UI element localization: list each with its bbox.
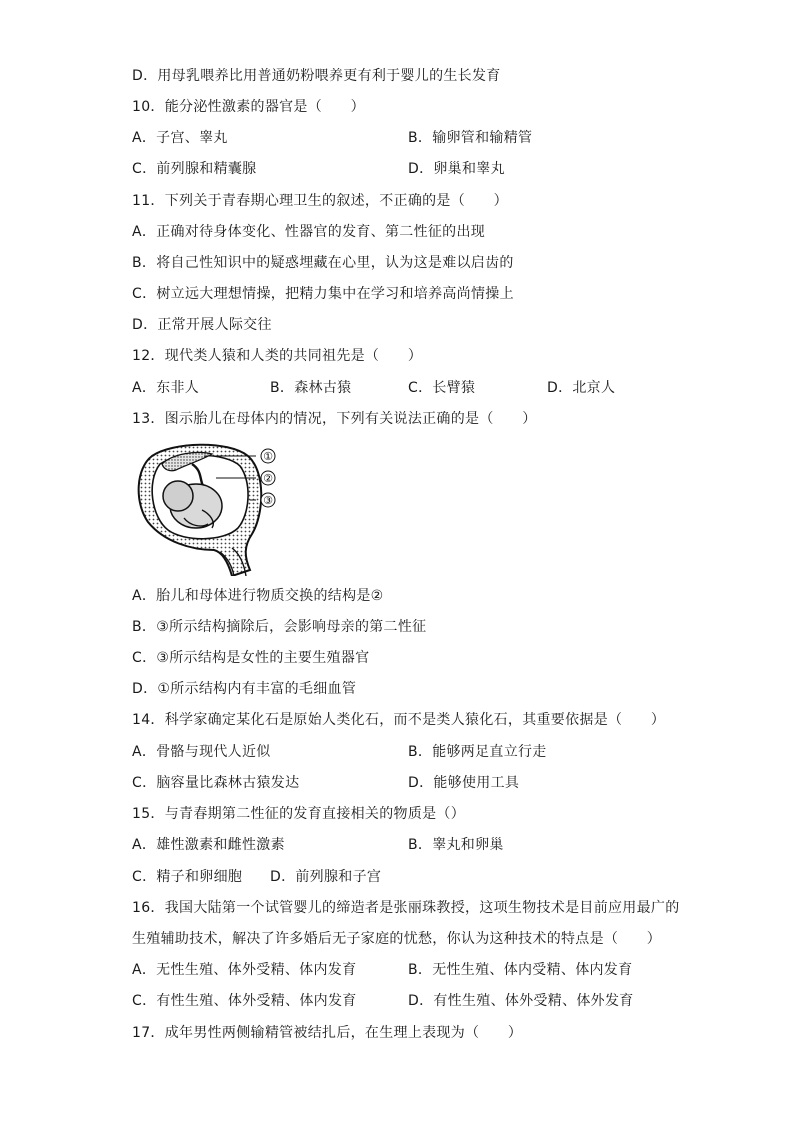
q13-option-b: B．③所示结构摘除后，会影响母亲的第二性征 — [132, 619, 427, 635]
q11-option-c: C．树立远大理想情操，把精力集中在学习和培养高尚情操上 — [132, 286, 514, 302]
q15-option-c: C．精子和卵细胞 — [132, 869, 243, 885]
q11-stem: 11．下列关于青春期心理卫生的叙述，不正确的是（ ） — [132, 193, 508, 209]
q10-option-a: A．子宫、睾丸 — [132, 130, 228, 146]
q12-option-b: B．森林古猿 — [270, 380, 352, 396]
q11-option-b: B．将自己性知识中的疑惑埋藏在心里，认为这是难以启齿的 — [132, 255, 514, 271]
q10-stem: 10．能分泌性激素的器官是（ ） — [132, 99, 365, 115]
q16-stem-line-1: 16．我国大陆第一个试管婴儿的缔造者是张丽珠教授，这项生物技术是目前应用最广的 — [132, 900, 680, 916]
q14-option-d: D．能够使用工具 — [408, 775, 520, 791]
q14-option-b: B．能够两足直立行走 — [408, 744, 547, 760]
q16-option-b: B．无性生殖、体内受精、体内发育 — [408, 962, 633, 978]
fetus-head — [163, 481, 193, 511]
q14-stem: 14．科学家确定某化石是原始人类化石，而不是类人猿化石，其重要依据是（ ） — [132, 712, 666, 728]
q15-stem: 15．与青春期第二性征的发育直接相关的物质是（） — [132, 806, 466, 822]
q15-option-b: B．睾丸和卵巢 — [408, 837, 504, 853]
label-1: ① — [263, 450, 273, 463]
q9-option-d: D．用母乳喂养比用普通奶粉喂养更有利于婴儿的生长发育 — [132, 68, 501, 84]
q16-option-d: D．有性生殖、体外受精、体外发育 — [408, 993, 634, 1009]
q12-option-d: D．北京人 — [547, 380, 616, 396]
q10-option-b: B．输卵管和输精管 — [408, 130, 533, 146]
q10-option-c: C．前列腺和精囊腺 — [132, 161, 257, 177]
label-2: ② — [263, 472, 273, 485]
q11-option-a: A．正确对待身体变化、性器官的发育、第二性征的出现 — [132, 224, 486, 240]
q16-stem-line-2: 生殖辅助技术，解决了许多婚后无子家庭的忧愁，你认为这种技术的特点是（ ） — [132, 931, 662, 947]
q13-option-c: C．③所示结构是女性的主要生殖器官 — [132, 650, 370, 666]
q12-stem: 12．现代类人猿和人类的共同祖先是（ ） — [132, 348, 423, 364]
fetus-in-uterus-figure — [132, 438, 292, 576]
label-3: ③ — [263, 494, 273, 507]
q16-option-a: A．无性生殖、体外受精、体内发育 — [132, 962, 357, 978]
q11-option-d: D．正常开展人际交往 — [132, 317, 272, 333]
q14-option-c: C．脑容量比森林古猿发达 — [132, 775, 300, 791]
q16-option-c: C．有性生殖、体外受精、体内发育 — [132, 993, 357, 1009]
q13-option-d: D．①所示结构内有丰富的毛细血管 — [132, 681, 357, 697]
q17-stem: 17．成年男性两侧输精管被结扎后，在生理上表现为（ ） — [132, 1025, 523, 1041]
q12-option-a: A．东非人 — [132, 380, 200, 396]
q13-stem: 13．图示胎儿在母体内的情况，下列有关说法正确的是（ ） — [132, 411, 537, 427]
q14-option-a: A．骨骼与现代人近似 — [132, 744, 271, 760]
q12-option-c: C．长臂猿 — [408, 380, 476, 396]
q13-option-a: A．胎儿和母体进行物质交换的结构是② — [132, 588, 384, 604]
q10-option-d: D．卵巢和睾丸 — [408, 161, 505, 177]
q15-option-d: D．前列腺和子宫 — [270, 869, 382, 885]
q15-option-a: A．雄性激素和雌性激素 — [132, 837, 285, 853]
